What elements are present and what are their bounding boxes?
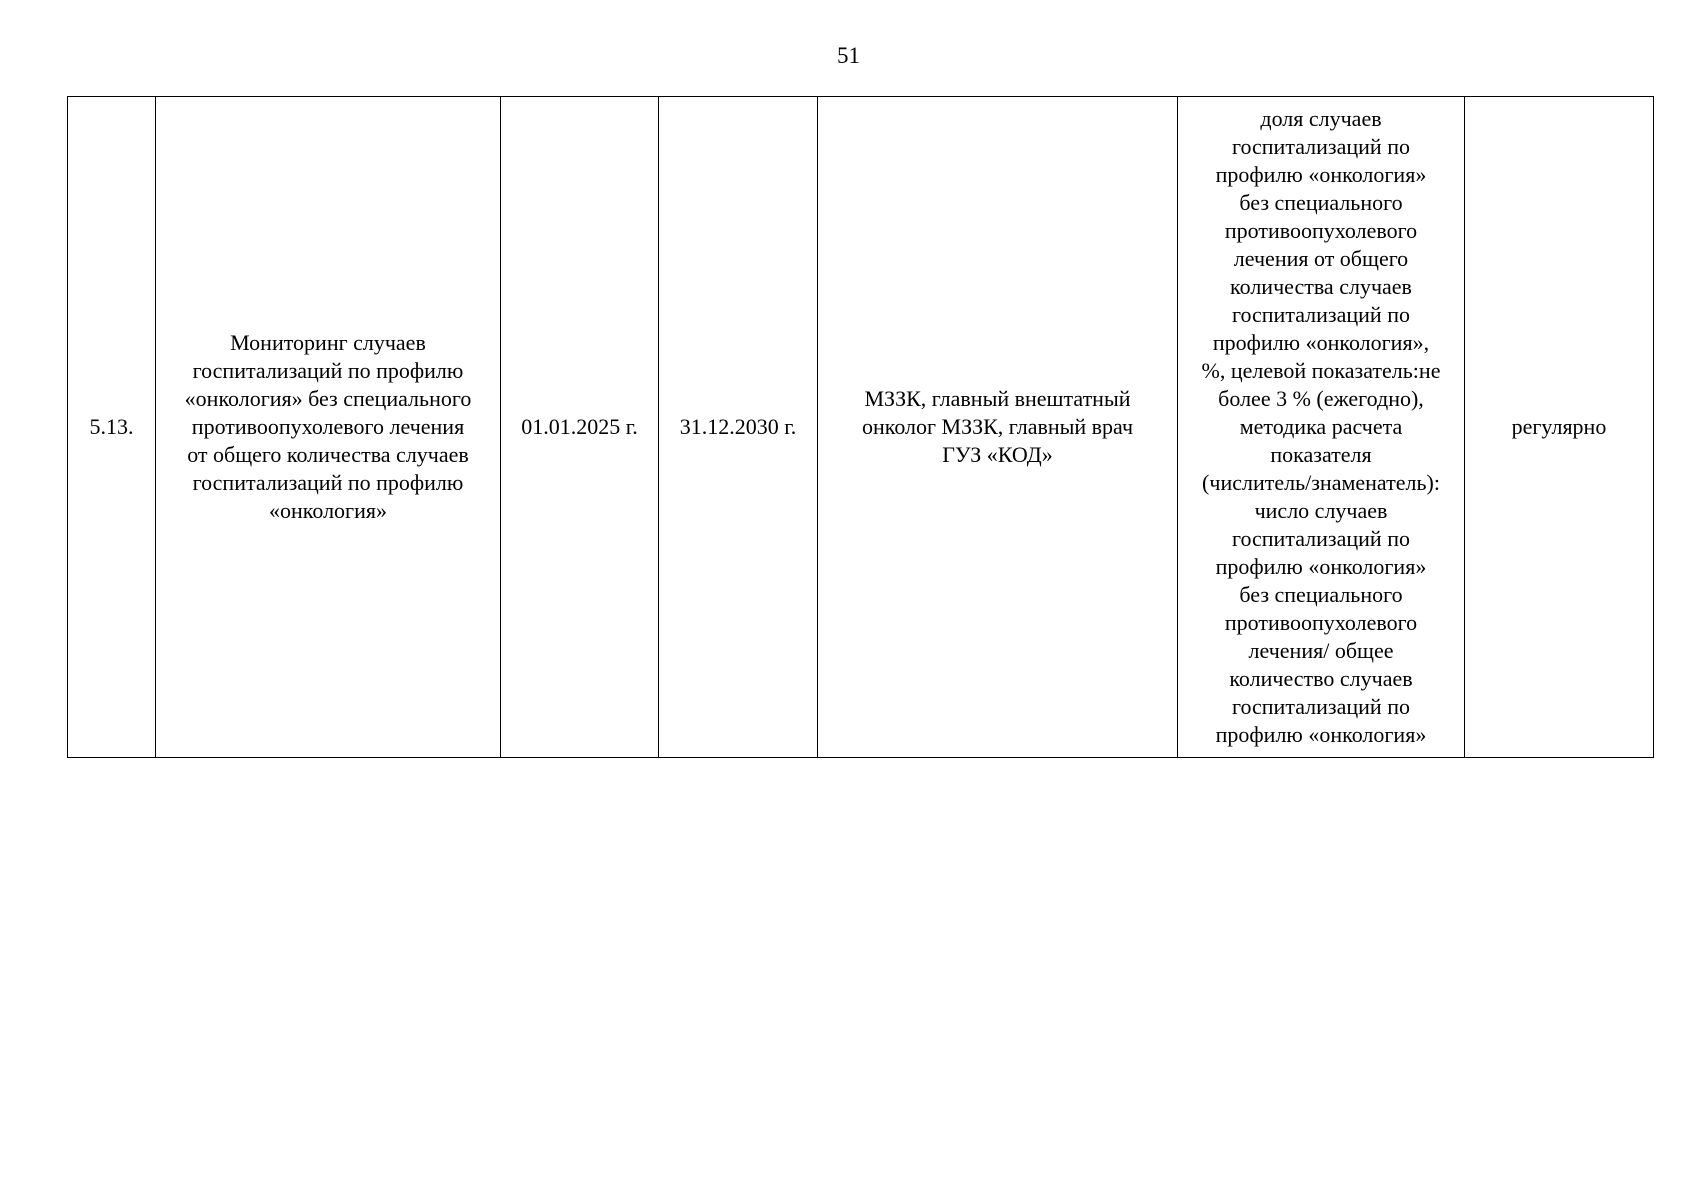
responsible-cell: МЗЗК, главный внештатный онколог МЗЗК, главный врач ГУЗ «КОД»	[818, 97, 1178, 758]
plan-table	[67, 96, 1654, 758]
start-date-cell: 01.01.2025 г.	[501, 97, 659, 758]
page-number: 51	[837, 43, 860, 68]
activity-cell: Мониторинг случаев госпитализаций по профилю «онкология» без специального противоопухолевого лечения от общего количества случаев госпитализаций по профилю «онкология»	[156, 97, 501, 758]
end-date-cell: 31.12.2030 г.	[659, 97, 818, 758]
periodicity-cell: регулярно	[1465, 97, 1654, 758]
table-row	[68, 97, 1654, 758]
indicator-cell: доля случаев госпитализаций по профилю «онкология» без специального противоопухолевого лечения от общего количества случаев госпитализаций по профилю «онкология», %, целевой показатель:не более 3 % (ежегодно), методика расчета показателя (числитель/знаменатель): число случаев госпитализаций по профилю «онкология» без специального противоопухолевого лечения/ общее количество случаев госпитализаций по профилю «онкология»	[1178, 97, 1465, 758]
row-number-cell: 5.13.	[68, 97, 156, 758]
